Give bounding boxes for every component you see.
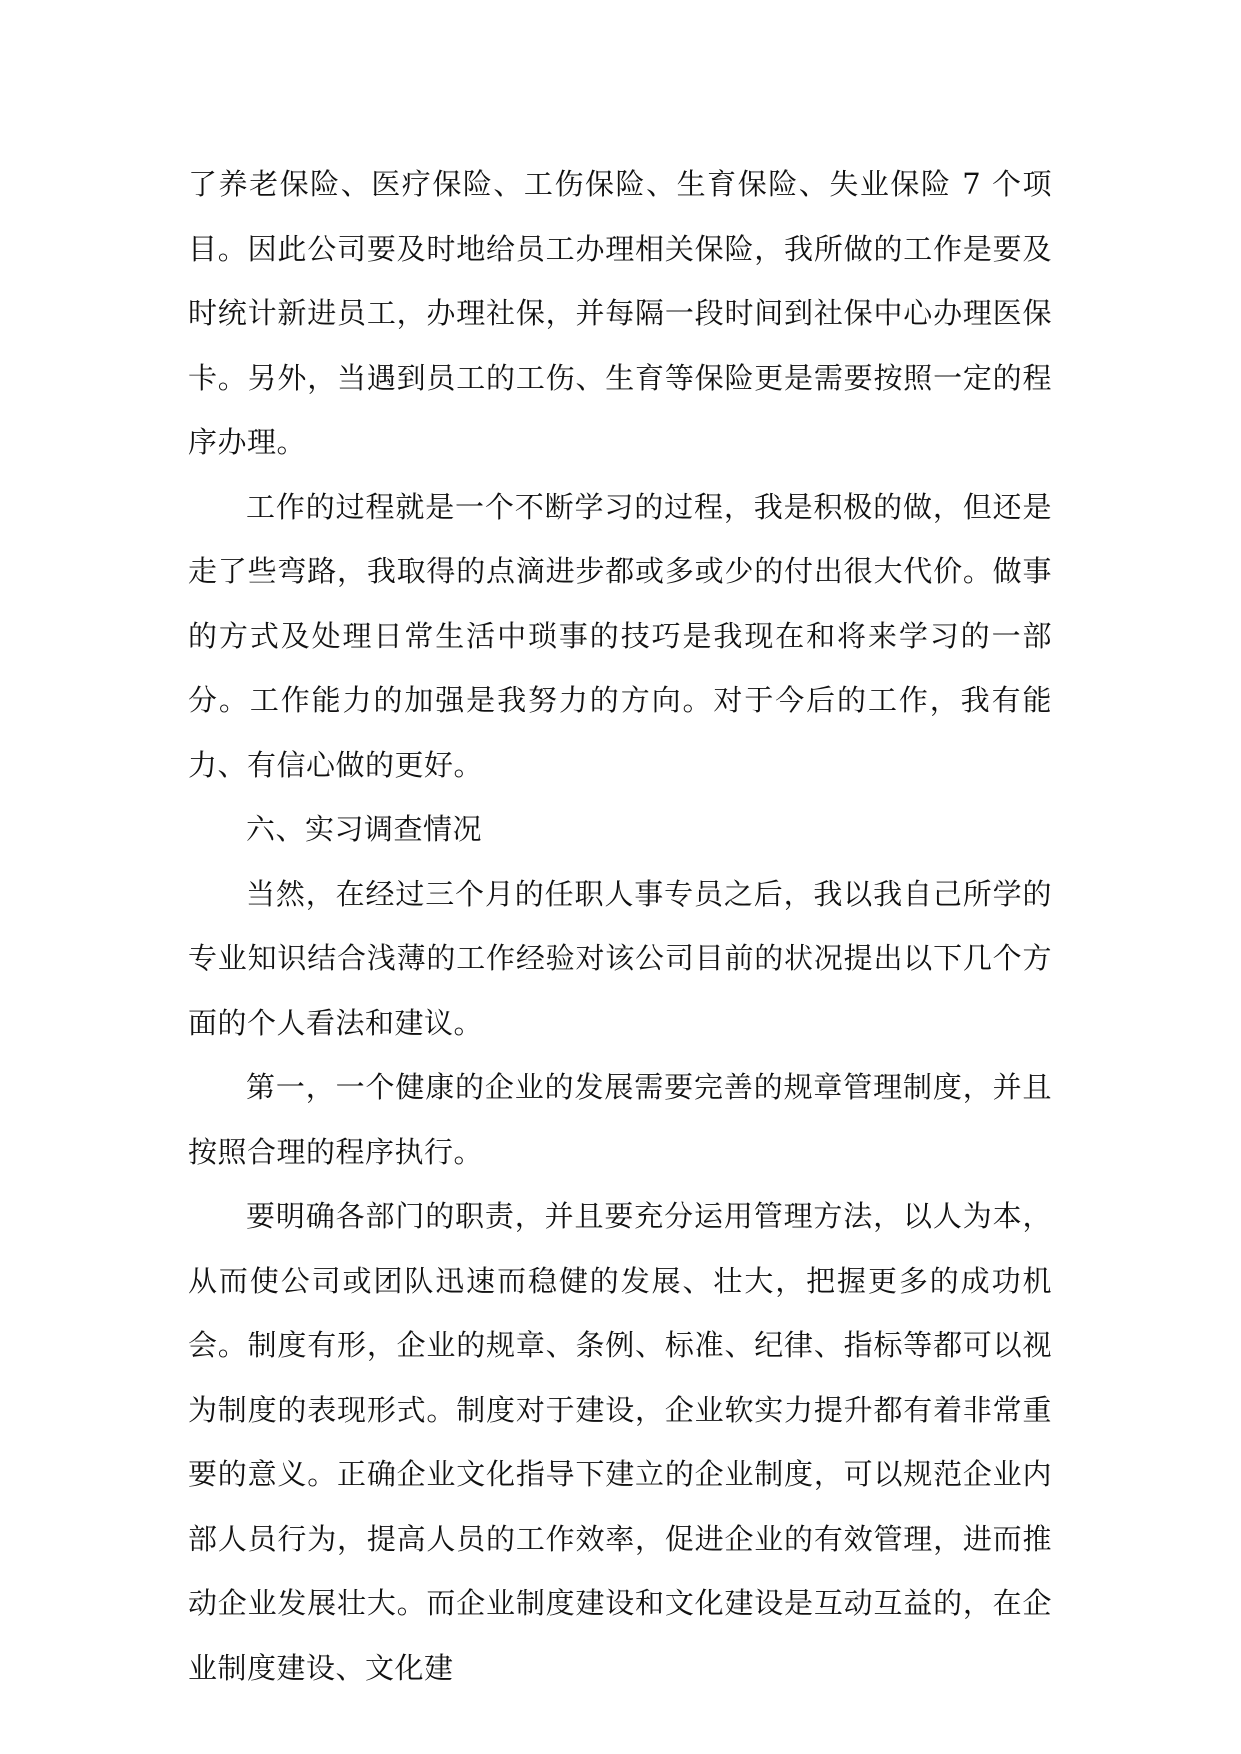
document-body bbox=[188, 152, 1052, 1700]
paragraph-insurance: 了养老保险、医疗保险、工伤保险、生育保险、失业保险 7 个项目。因此公司要及时地给员工办理相关保险，我所做的工作是要及时统计新进员工，办理社保，并每隔一段时间到社保中心办理医保卡。另外，当遇到员工的工伤、生育等保险更是需要按照一定的程序办理。 bbox=[188, 167, 1052, 459]
paragraph-department-duties: 要明确各部门的职责，并且要充分运用管理方法，以人为本，从而使公司或团队迅速而稳健的发展、壮大，把握更多的成功机会。制度有形，企业的规章、条例、标准、纪律、指标等都可以视为制度的表现形式。制度对于建设，企业软实力提升都有着非常重要的意义。正确企业文化指导下建立的企业制度，可以规范企业内部人员行为，提高人员的工作效率，促进企业的有效管理，进而推动企业发展壮大。而企业制度建设和文化建设是互动互益的，在企业制度建设、文化建 bbox=[188, 1199, 1052, 1685]
paragraph-suggestions-intro: 当然，在经过三个月的任职人事专员之后，我以我自己所学的专业知识结合浅薄的工作经验对该公司目前的状况提出以下几个方面的个人看法和建议。 bbox=[188, 876, 1052, 1040]
paragraph-learning-process: 工作的过程就是一个不断学习的过程，我是积极的做，但还是走了些弯路，我取得的点滴进步都或多或少的付出很大代价。做事的方式及处理日常生活中琐事的技巧是我现在和将来学习的一部分。工作能力的加强是我努力的方向。对于今后的工作，我有能力、有信心做的更好。 bbox=[188, 489, 1052, 782]
section-heading-internship-survey: 六、实习调查情况 bbox=[246, 812, 483, 846]
paragraph-first-point: 第一，一个健康的企业的发展需要完善的规章管理制度，并且按照合理的程序执行。 bbox=[188, 1070, 1052, 1169]
